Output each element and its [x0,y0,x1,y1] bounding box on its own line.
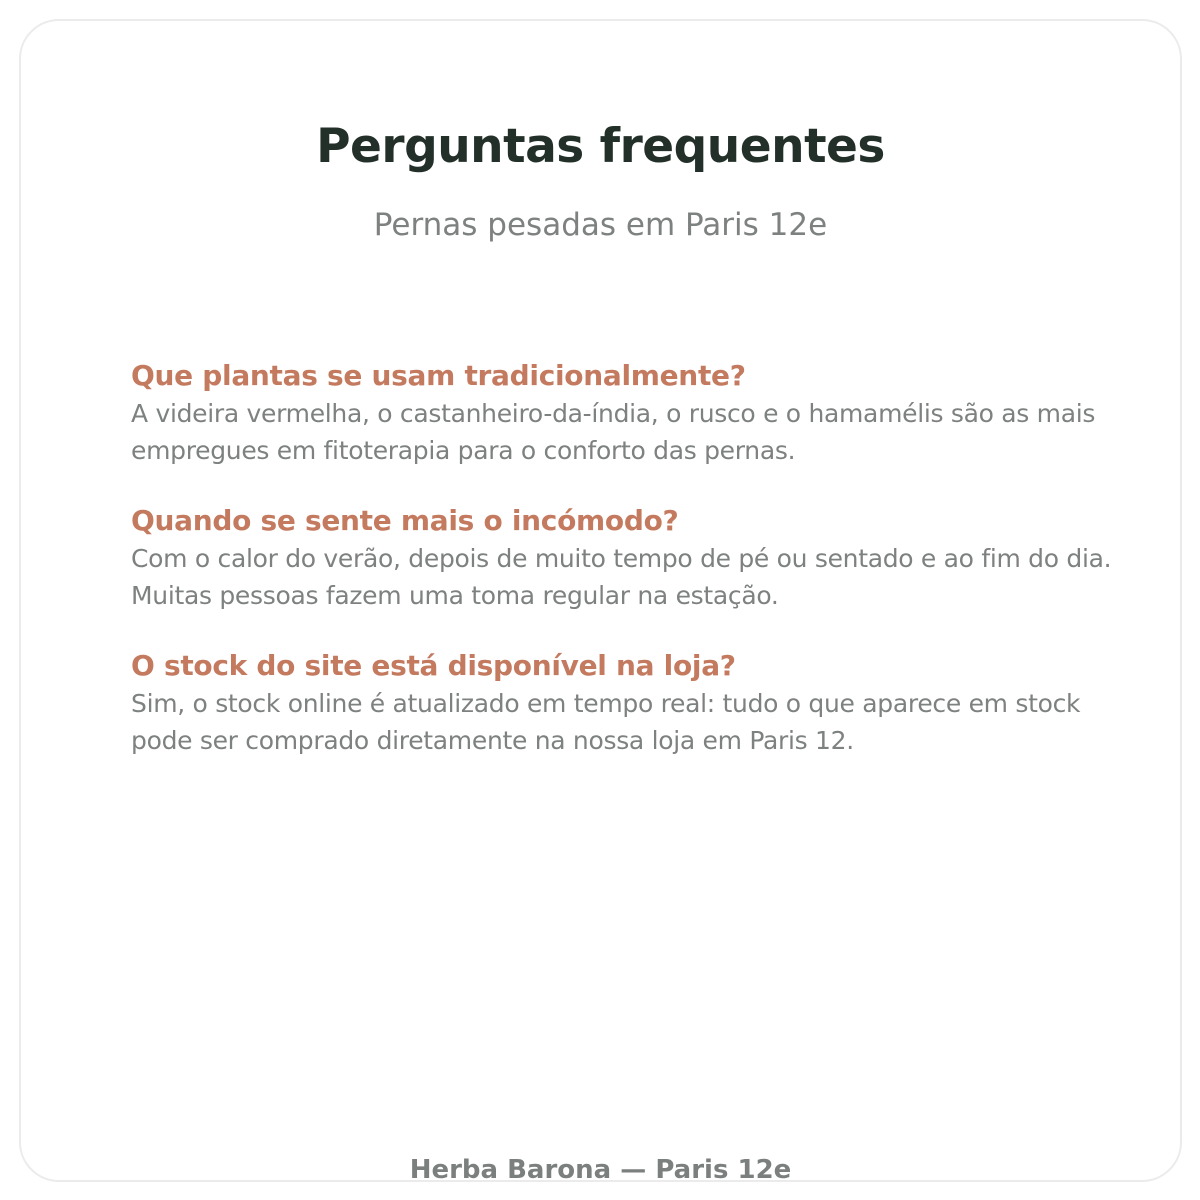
faq-question: O stock do site está disponível na loja? [131,649,736,682]
faq-item [131,647,1131,759]
page-title: Perguntas frequentes [316,119,885,174]
faq-question: Quando se sente mais o incómodo? [131,504,679,537]
faq-answer: Com o calor do verão, depois de muito tempo de pé ou sentado e ao fim do dia. Muitas pessoas fazem uma toma regular na estação. [131,544,1112,610]
faq-list [131,357,1131,792]
faq-question: Que plantas se usam tradicionalmente? [131,359,746,392]
faq-item [131,502,1131,614]
footer-brand: Herba Barona — Paris 12e [409,1155,792,1185]
faq-card [19,19,1182,1185]
page-subtitle: Pernas pesadas em Paris 12e [373,207,828,243]
faq-answer: A videira vermelha, o castanheiro-da-índia, o rusco e o hamamélis são as mais empregues em fitoterapia para o conforto das pernas. [131,399,1096,465]
faq-item [131,357,1131,469]
faq-answer: Sim, o stock online é atualizado em tempo real: tudo o que aparece em stock pode ser comprado diretamente na nossa loja em Paris 12. [131,689,1081,755]
